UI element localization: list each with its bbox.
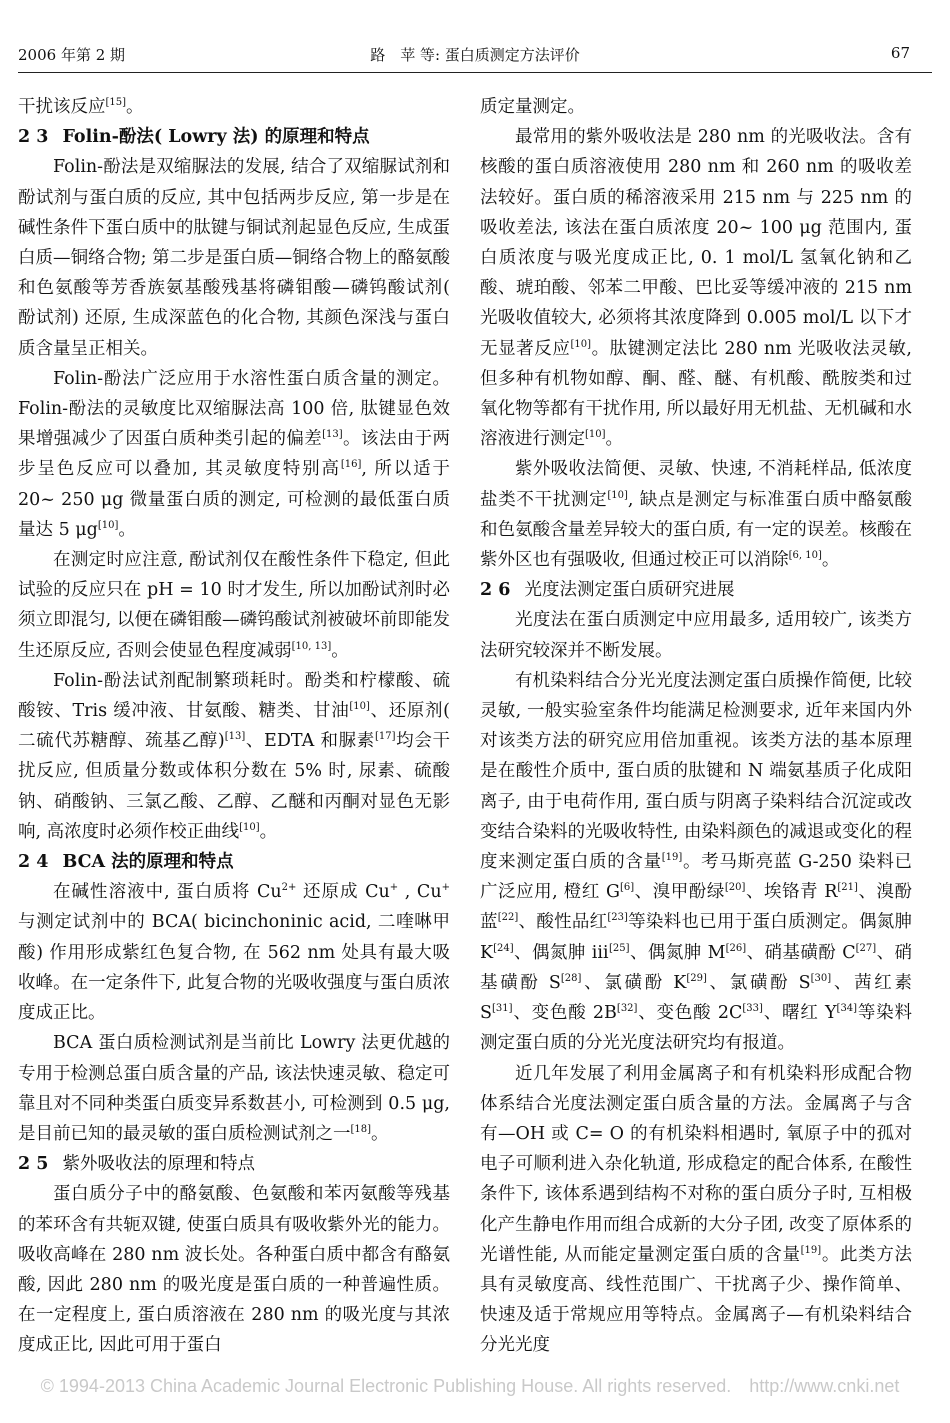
citation: [25] [609, 942, 630, 954]
paragraph: 在碱性溶液中, 蛋白质将 $Cu^{2+}$ 还原成 Cu+ , Cu+ 与测定试剂中的 BCA( bicinchoninic acid, 二喹啉甲酸) 作用形成紫红色复合物, 在 562 nm 处具有最大吸收峰。在一定条件下, 此复合物的光吸收强度与蛋白质浓度成正比。 [18, 882, 450, 1024]
paragraph: Folin-酚法试剂配制繁琐耗时。酚类和柠檬酸、硫酸铵、Tris 缓冲液、甘氨酸、糖类、甘油[10]、还原剂( 二硫代苏糖醇、巯基乙醇)[13]、EDTA 和脲素[17]均会干扰反应, 但质量分数或体积分数在 5% 时, 尿素、硫酸钠、硝酸钠、三氯乙酸、乙醇、乙醚和丙酮对显色无影响, 高浓度时必须作校正曲线[10]。 [18, 670, 451, 842]
citation: [6, 10] [788, 550, 822, 562]
paragraph: 干扰该反应[15]。 [18, 97, 144, 117]
citation: [10, 13] [291, 640, 332, 652]
citation: [18] [350, 1124, 372, 1136]
paragraph: BCA 蛋白质检测试剂是当前比 Lowry 法更优越的专用于检测总蛋白质含量的产品, 该法快速灵敏、稳定可靠且对不同种类蛋白质变异系数甚小, 可检测到 0.5 μg, 是目前已知的最灵敏的蛋白质检测试剂之一[18]。 [18, 1033, 450, 1144]
citation: [20] [724, 882, 746, 894]
citation: [10] [239, 822, 260, 834]
citation: [10] [607, 489, 628, 501]
citation: [23] [607, 912, 628, 924]
citation: [28] [560, 973, 582, 985]
paragraph: 光度法在蛋白质测定中应用最多, 适用较广, 该类方法研究较深并不断发展。 [480, 610, 912, 661]
paragraph: 最常用的紫外吸收法是 280 nm 的光吸收法。含有核酸的蛋白质溶液使用 280 nm 和 260 nm 的吸收差法较好。蛋白质的稀溶液采用 215 nm 与 225 nm 的吸收差法, 该法在蛋白质浓度 20~ 100 μg 范围内, 蛋白质浓度与吸光度成正比, 0. 1 mol/L 氢氧化钠和乙酸、琥珀酸、邻苯二甲酸、巴比妥等缓冲液的 215 nm 光吸收值较大, 必须将其浓度降到 0.005 mol/L 以下才无显著反应[10]。肽键测定法比 280 nm 光吸收法灵敏, 但多种有机物如醇、酮、醛、醚、有机酸、酰胺类和过氧化物等都有干扰作用, 所以最好用无机盐、无机碱和水溶液进行测定[10]。 [480, 127, 912, 450]
citation: [10] [585, 429, 606, 441]
citation: [24] [493, 942, 514, 954]
citation: [31] [492, 1003, 513, 1015]
superscript: + [389, 882, 399, 894]
section-heading-2-5: 2 5 紫外吸收法的原理和特点 [18, 1154, 255, 1175]
paragraph: Folin-酚法是双缩脲法的发展, 结合了双缩脲试剂和酚试剂与蛋白质的反应, 其中包括两步反应, 第一步是在碱性条件下蛋白质中的肽键与铜试剂起显色反应, 生成蛋白质—铜络合物; 第二步是蛋白质—铜络合物上的酪氨酸和色氨酸等芳香族氨基酸残基将磷钼酸—磷钨酸试剂( 酚试剂) 还原, 生成深蓝色的化合物, 其颜色深浅与蛋白质含量呈正相关。 [18, 157, 450, 359]
page-number: 67 [890, 44, 910, 62]
section-heading-2-4: 2 4 BCA 法的原理和特点 [18, 852, 234, 873]
citation: [22] [497, 912, 519, 924]
citation: [10] [570, 338, 591, 350]
citation: [32] [616, 1003, 638, 1015]
paragraph: 近几年发展了利用金属离子和有机染料形成配合物体系结合光度法测定蛋白质含量的方法。金属离子与含有—OH 或 C= O 的有机染料相遇时, 氧原子中的孤对电子可顺利进入杂化轨道, 形成稳定的配合体系, 在酸性条件下, 该体系遇到结构不对称的蛋白质分子时, 互相极化产生静电作用而组合成新的大分子团, 改变了原体系的光谱性能, 从而能定量测定蛋白质的含量[19]。此类方法具有灵敏度高、线性范围广、干扰离子少、操作简单、快速及适于常规应用等特点。金属离子—有机染料结合分光光度 [480, 1063, 913, 1356]
citation: [10] [349, 701, 370, 713]
section-heading-2-3: 2 3 Folin-酚法( Lowry 法) 的原理和特点 [18, 127, 370, 148]
paragraph: 质定量测定。 [480, 97, 585, 117]
issue-label: 2006 年第 2 期 [18, 46, 126, 64]
superscript: + [441, 882, 450, 894]
citation: [27] [855, 942, 877, 954]
paragraph: Folin-酚法广泛应用于水溶性蛋白质含量的测定。Folin-酚法的灵敏度比双缩脲法高 100 倍, 肽键显色效果增强减少了因蛋白质种类引起的偏差[13]。该法由于两步呈色反应可以叠加, 其灵敏度特别高[16], 所以适于 20~ 250 μg 微量蛋白质的测定, 可检测的最低蛋白质量达 5 μg[10]。 [18, 368, 451, 540]
citation: [15] [105, 97, 127, 109]
citation: [34] [836, 1003, 858, 1015]
citation: [30] [810, 973, 832, 985]
citation: [10] [97, 520, 119, 532]
copyright-watermark: © 1994-2013 China Academic Journal Electronic Publishing House. All rights reserved. http://www.cnki.net [40, 1376, 900, 1396]
section-heading-2-6: 2 6 光度法测定蛋白质研究进展 [480, 580, 735, 601]
citation: [21] [837, 882, 858, 894]
citation: [26] [725, 942, 747, 954]
citation: [33] [742, 1003, 763, 1015]
paragraph: 有机染料结合分光光度法测定蛋白质操作简便, 比较灵敏, 一般实验室条件均能满足检测要求, 近年来国内外对该类方法的研究应用倍加重视。该类方法的基本原理是在酸性介质中, 蛋白质的肽键和 N 端氨基质子化成阳离子, 由于电荷作用, 蛋白质与阴离子染料结合沉淀或改变结合染料的光吸收特性, 由染料颜色的减退或变化的程度来测定蛋白质的含量[19]。考马斯亮蓝 G-250 染料已广泛应用, 橙红 G[6]、溴甲酚绿[20]、埃铬青 R[21]、溴酚蓝[22]、酸性品红[23]等染料也已用于蛋白质测定。偶氮胂 K[24]、偶氮胂 ⅲ[25]、偶氮胂 M[26]、硝基磺酚 C[27]、硝基磺酚 S[28]、氯磺酚 K[29]、氯磺酚 S[30]、茜红素 S[31]、变色酸 2B[32]、变色酸 2C[33]、曙红 Y[34]等染料测定蛋白质的分光光度法研究均有报道。 [480, 670, 913, 1054]
running-title: 路 苹 等: 蛋白质测定方法评价 [370, 46, 580, 64]
left-column [18, 92, 450, 1361]
right-column [480, 92, 912, 1361]
superscript: 2+ [281, 882, 297, 894]
paragraph: 在测定时应注意, 酚试剂仅在酸性条件下稳定, 但此试验的反应只在 pH = 10 时才发生, 所以加酚试剂时必须立即混匀, 以便在磷钼酸—磷钨酸试剂被破坏前即能发生还原反应, 否则会使显色程度减弱[10, 13]。 [18, 550, 450, 661]
citation: [6] [619, 882, 635, 894]
citation: [29] [686, 973, 707, 985]
paragraph: 紫外吸收法简便、灵敏、快速, 不消耗样品, 低浓度盐类不干扰测定[10], 缺点是测定与标准蛋白质中酪氨酸和色氨酸含量差异较大的蛋白质, 有一定的误差。核酸在紫外区也有强吸收, 但通过校正可以消除[6, 10]。 [480, 459, 913, 571]
citation: [19] [661, 852, 683, 864]
citation: [17] [374, 731, 396, 743]
running-header [18, 44, 932, 73]
citation: [19] [800, 1244, 822, 1256]
citation: [16] [340, 459, 362, 471]
paragraph: 蛋白质分子中的酪氨酸、色氨酸和苯丙氨酸等残基的苯环含有共轭双键, 使蛋白质具有吸收紫外光的能力。吸收高峰在 280 nm 波长处。各种蛋白质中都含有酪氨酸, 因此 280 nm 的吸光度是蛋白质的一种普遍性质。在一定程度上, 蛋白质溶液在 280 nm 的吸光度与其浓度成正比, 因此可用于蛋白 [18, 1184, 450, 1356]
citation: [13] [224, 731, 246, 743]
citation: [13] [322, 429, 343, 441]
